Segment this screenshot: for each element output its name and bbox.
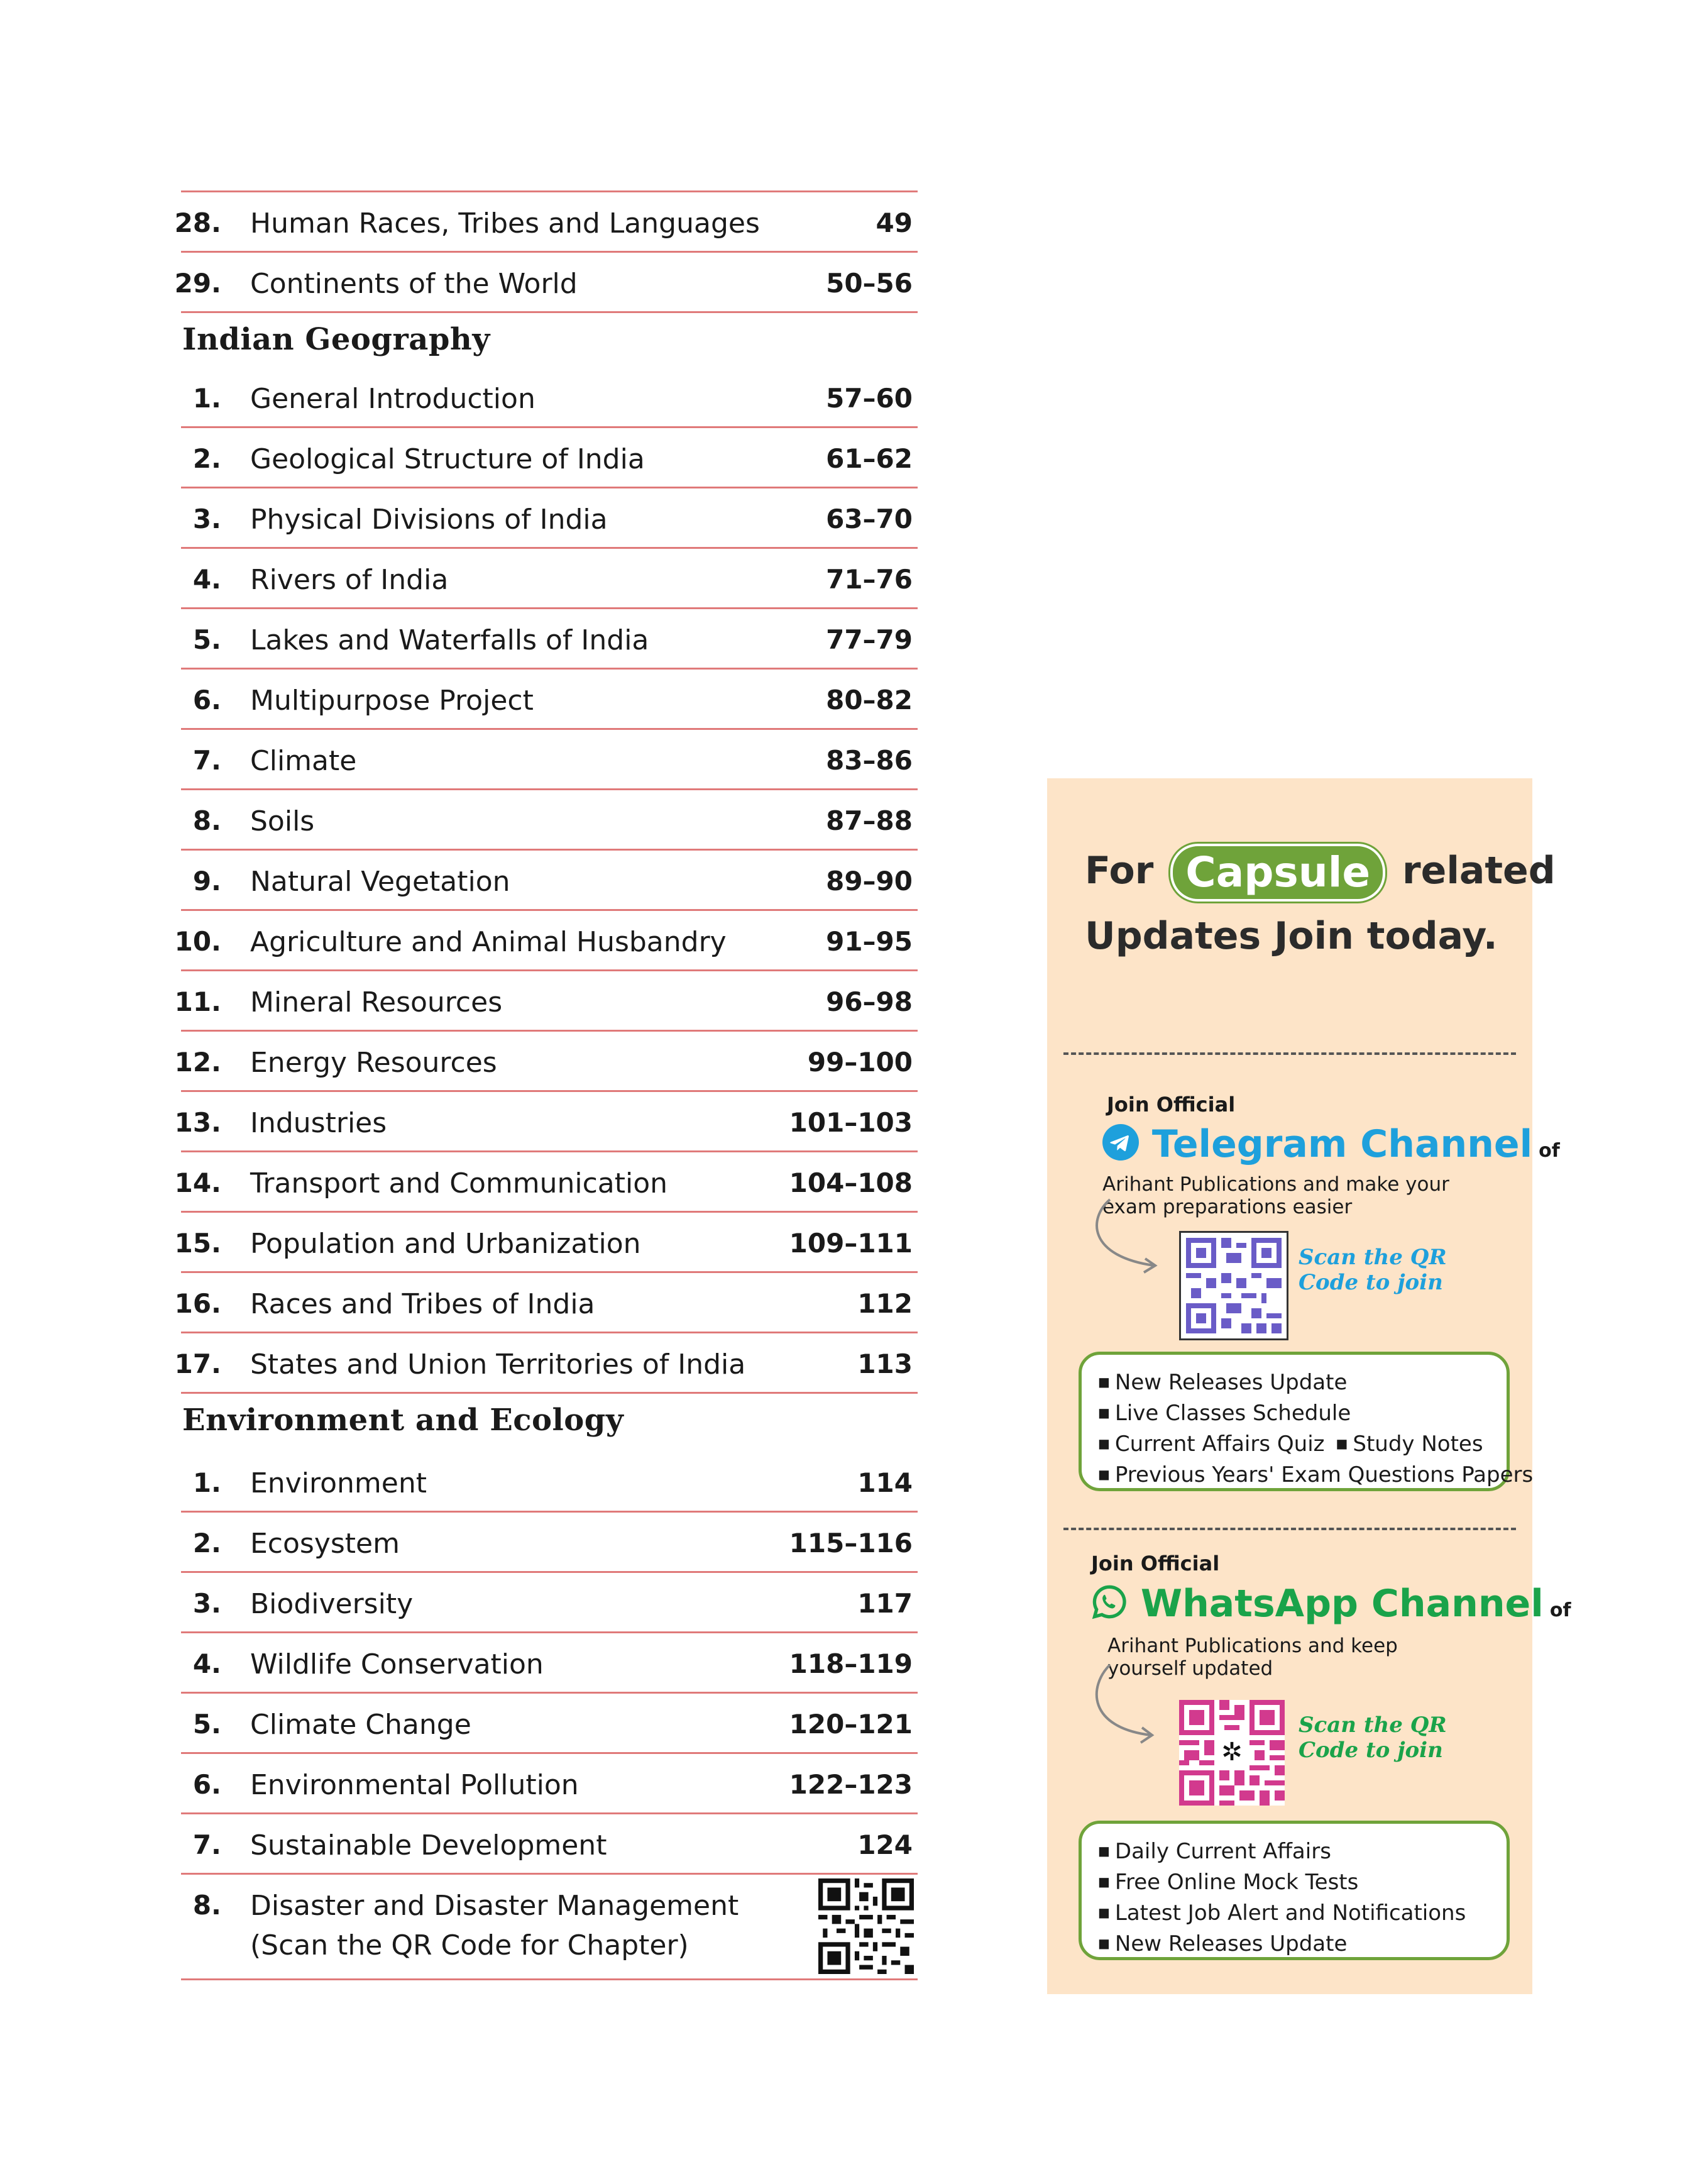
whatsapp-channel-link[interactable]: [1091, 1582, 1571, 1626]
chapter-title: Soils: [250, 805, 315, 837]
chapter-page: 87–88: [826, 805, 913, 836]
chapter-page: 89–90: [826, 866, 913, 896]
qr-code-icon: [1179, 1700, 1285, 1806]
toc-row[interactable]: [174, 190, 918, 253]
telegram-icon: [1102, 1124, 1139, 1161]
section-heading: [181, 1394, 918, 1452]
chapter-number: 2.: [192, 443, 221, 474]
chapter-title: Lakes and Waterfalls of India: [250, 624, 649, 656]
scan-line: Code to join: [1299, 1270, 1443, 1295]
chapter-title: Environmental Pollution: [250, 1769, 579, 1801]
chapter-page: 91–95: [826, 926, 913, 957]
toc-row[interactable]: [174, 1032, 918, 1092]
chapter-number: 7.: [192, 1829, 221, 1860]
whatsapp-icon: [1091, 1584, 1128, 1620]
toc-row[interactable]: [174, 971, 918, 1032]
whatsapp-qr-code[interactable]: [1179, 1700, 1285, 1806]
chapter-number: 29.: [174, 268, 221, 299]
chapter-title: Population and Urbanization: [250, 1228, 641, 1260]
chapter-title: Human Races, Tribes and Languages: [250, 207, 760, 240]
chapter-number: 13.: [174, 1107, 221, 1138]
chapter-title: Environment: [250, 1467, 427, 1499]
chapter-number: 2.: [192, 1528, 221, 1558]
chapter-title: Rivers of India: [250, 564, 449, 596]
chapter-title: General Introduction: [250, 383, 535, 415]
chapter-page: 101–103: [789, 1107, 913, 1138]
toc-row[interactable]: [174, 1213, 918, 1273]
chapter-number: 12.: [174, 1047, 221, 1078]
chapter-number: 3.: [192, 1588, 221, 1619]
feature-item: ■ Free Online Mock Tests: [1098, 1868, 1493, 1899]
toc-row[interactable]: [181, 1754, 918, 1814]
chapter-number: 6.: [192, 1769, 221, 1800]
chapter-number: 15.: [174, 1228, 221, 1259]
chapter-page: 118–119: [789, 1648, 913, 1679]
toc-row[interactable]: [181, 1633, 918, 1694]
qr-code-icon[interactable]: [818, 1878, 914, 1974]
toc-row[interactable]: [181, 1814, 918, 1875]
toc-row[interactable]: [174, 1273, 918, 1333]
divider: [1063, 1052, 1516, 1055]
capsule-logo: Capsule: [1170, 844, 1385, 902]
chapter-title: Physical Divisions of India: [250, 504, 608, 536]
chapter-title: Energy Resources: [250, 1047, 497, 1079]
chapter-title: Climate: [250, 745, 357, 777]
feature-item: ■ Live Classes Schedule: [1098, 1399, 1493, 1430]
chapter-title: Races and Tribes of India: [250, 1288, 595, 1320]
divider: [1063, 1528, 1516, 1530]
feature-text: Current Affairs Quiz: [1114, 1431, 1325, 1457]
toc-row[interactable]: [181, 1694, 918, 1754]
of-text: of: [1549, 1599, 1571, 1621]
headline-text: related: [1402, 849, 1556, 893]
headline-text: For: [1085, 849, 1154, 893]
toc-row[interactable]: [174, 1333, 918, 1394]
chapter-page: 99–100: [807, 1047, 913, 1078]
telegram-join-label: Join Official: [1107, 1093, 1236, 1117]
chapter-title: Industries: [250, 1107, 387, 1139]
chapter-number: 4.: [192, 564, 221, 595]
toc-row[interactable]: [181, 549, 918, 609]
chapter-number: 14.: [174, 1167, 221, 1198]
chapter-number: 5.: [192, 624, 221, 655]
chapter-number: 28.: [174, 207, 221, 238]
chapter-number: 8.: [192, 1890, 221, 1921]
curved-arrow-icon: [1085, 1193, 1167, 1281]
chapter-title: [250, 1890, 739, 1961]
chapter-page: 124: [857, 1829, 913, 1860]
toc-row[interactable]: [181, 1452, 918, 1513]
chapter-title: Continents of the World: [250, 268, 578, 300]
chapter-page: 113: [857, 1348, 913, 1379]
whatsapp-channel-name: WhatsApp Channel: [1140, 1582, 1544, 1626]
chapter-number: 8.: [192, 805, 221, 836]
feature-item: ■ Latest Job Alert and Notifications: [1098, 1899, 1493, 1930]
chapter-number: 5.: [192, 1709, 221, 1740]
promo-panel: [1047, 778, 1571, 1994]
telegram-features: [1079, 1352, 1534, 1491]
chapter-page: 115–116: [789, 1528, 913, 1558]
description-line: Arihant Publications and make your: [1102, 1173, 1449, 1196]
chapter-number: 10.: [174, 926, 221, 957]
chapter-page: 77–79: [826, 624, 913, 655]
chapter-page: 63–70: [826, 504, 913, 534]
whatsapp-features: [1079, 1821, 1510, 1960]
chapter-page: 96–98: [826, 986, 913, 1017]
feature-item: ■ New Releases Update: [1098, 1930, 1493, 1961]
chapter-title: Mineral Resources: [250, 986, 503, 1018]
toc-row[interactable]: [181, 428, 918, 488]
scan-line: Code to join: [1299, 1738, 1443, 1763]
chapter-title: Sustainable Development: [250, 1829, 607, 1861]
feature-item: ■ Daily Current Affairs: [1098, 1838, 1493, 1868]
chapter-number: 4.: [192, 1648, 221, 1679]
toc-row[interactable]: [181, 790, 918, 851]
chapter-number: 7.: [192, 745, 221, 776]
toc-row[interactable]: [174, 1092, 918, 1152]
chapter-title: Natural Vegetation: [250, 866, 510, 898]
telegram-scan-text: [1299, 1245, 1447, 1295]
toc-row[interactable]: [181, 1875, 918, 1980]
toc-row[interactable]: [181, 670, 918, 730]
headline-text: Updates Join today.: [1085, 914, 1498, 958]
chapter-title: Ecosystem: [250, 1528, 400, 1560]
scan-line: Scan the QR: [1299, 1712, 1447, 1738]
chapter-page: 61–62: [826, 443, 913, 474]
chapter-title-line2: (Scan the QR Code for Chapter): [250, 1929, 689, 1961]
chapter-number: 9.: [192, 866, 221, 896]
toc-row[interactable]: [181, 609, 918, 670]
chapter-number: 1.: [192, 383, 221, 414]
chapter-title: Transport and Communication: [250, 1167, 668, 1200]
svg-text:✲: ✲: [1221, 1738, 1243, 1767]
toc-row[interactable]: [181, 851, 918, 911]
table-of-contents: [174, 190, 918, 1980]
chapter-title: Wildlife Conservation: [250, 1648, 544, 1680]
chapter-page: 120–121: [789, 1709, 913, 1740]
chapter-number: 1.: [192, 1467, 221, 1498]
description-line: Arihant Publications and keep: [1107, 1635, 1398, 1657]
chapter-page: 50–56: [826, 268, 913, 299]
toc-row[interactable]: [181, 1513, 918, 1573]
chapter-page: 112: [857, 1288, 913, 1319]
chapter-page: 109–111: [789, 1228, 913, 1259]
of-text: of: [1539, 1140, 1560, 1162]
toc-row[interactable]: [174, 1152, 918, 1213]
chapter-page: 80–82: [826, 685, 913, 715]
chapter-page: 57–60: [826, 383, 913, 414]
chapter-page: 117: [857, 1588, 913, 1619]
toc-row[interactable]: [181, 368, 918, 428]
whatsapp-scan-text: [1299, 1712, 1447, 1763]
section-title: Environment and Ecology: [182, 1403, 624, 1438]
section-title: Indian Geography: [182, 322, 490, 357]
scan-line: Scan the QR: [1299, 1245, 1447, 1270]
toc-row[interactable]: [174, 911, 918, 971]
chapter-title: Biodiversity: [250, 1588, 414, 1620]
toc-row[interactable]: [181, 488, 918, 549]
chapter-title: Multipurpose Project: [250, 685, 534, 717]
feature-text: ■ Study Notes: [1324, 1431, 1483, 1457]
qr-code-icon: [1181, 1233, 1287, 1338]
chapter-page: 122–123: [789, 1769, 913, 1800]
chapter-number: 6.: [192, 685, 221, 715]
description-line: exam preparations easier: [1102, 1196, 1353, 1218]
chapter-title-line1: Disaster and Disaster Management: [250, 1890, 739, 1922]
curved-arrow-icon: [1085, 1658, 1167, 1753]
chapter-number: 11.: [174, 986, 221, 1017]
chapter-title: Geological Structure of India: [250, 443, 645, 475]
toc-row[interactable]: [174, 253, 918, 313]
chapter-number: 17.: [174, 1348, 221, 1379]
section-heading: [181, 313, 918, 368]
telegram-channel-link[interactable]: [1102, 1122, 1560, 1166]
chapter-title: Agriculture and Animal Husbandry: [250, 926, 727, 958]
feature-item: ■ New Releases Update: [1098, 1369, 1493, 1399]
telegram-channel-name: Telegram Channel: [1151, 1122, 1533, 1166]
chapter-page: 49: [876, 207, 913, 238]
chapter-title: Climate Change: [250, 1709, 471, 1741]
toc-row[interactable]: [181, 1573, 918, 1633]
feature-item: ■ Previous Years' Exam Questions Papers: [1098, 1461, 1493, 1492]
feature-item: [1098, 1430, 1493, 1461]
chapter-title: States and Union Territories of India: [250, 1348, 746, 1381]
chapter-number: 16.: [174, 1288, 221, 1319]
chapter-number: 3.: [192, 504, 221, 534]
description-line: yourself updated: [1107, 1657, 1273, 1680]
whatsapp-join-label: Join Official: [1091, 1552, 1220, 1575]
chapter-page: 104–108: [789, 1167, 913, 1198]
telegram-qr-code[interactable]: [1179, 1231, 1288, 1340]
chapter-page: 83–86: [826, 745, 913, 776]
chapter-page: 114: [857, 1467, 913, 1498]
toc-row[interactable]: [181, 730, 918, 790]
promo-headline: [1085, 838, 1556, 969]
chapter-page: 71–76: [826, 564, 913, 595]
